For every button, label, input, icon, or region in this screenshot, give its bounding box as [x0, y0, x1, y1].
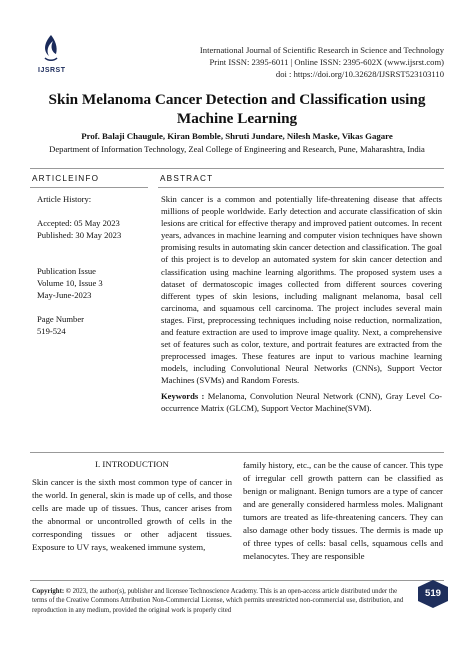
journal-issn[interactable]: Print ISSN: 2395-6011 | Online ISSN: 2395-602X (www.ijsrst.com): [209, 57, 444, 67]
journal-header: [200, 44, 444, 80]
keywords-text: Melanoma, Convolution Neural Network (CNN), Gray Level Co-occurrence Matrix (GLCM), Support Vector Machine(SVM).: [161, 390, 442, 413]
divider: [30, 580, 444, 581]
abstract-text: Skin cancer is a common and potentially life-threatening disease that affects millions of people worldwide. Early detection and accurate classification of skin lesions are critical for effective therapy and improved patient outcomes. In recent years, advances in machine learning and computer vision techniques have shown promising results in automating skin cancer detection and classification. The goal of this project is to develop an automated system for skin cancer detection and classification using machine learning algorithms. The proposed system uses a dataset of dermatoscopic images collected from different sources covering different types of skin lesions, including malignant melanoma, basal cell carcinoma, and squamous cell carcinoma. The project includes several main stages. First, preprocessing techniques including noise reduction, normalization, and feature extraction are used to improve image quality. Next, a comprehensive set of features such as color, texture, and portrait features are extracted from the preprocessed images. These features are input to various machine learning models, including Convolutional Neural Networks (CNNs), Support Vector Machines (SVMs) and Random Forests.: [161, 194, 442, 386]
volume-issue: Volume 10, Issue 3: [37, 278, 103, 288]
introduction-column-right: family history, etc., can be the cause of cancer. This type of irregular cell growth pattern can be classified as benign or malignant. Benign tumors are a type of cancer and are generally considered harmless moles. Malignant tumors are treated as life-threatening cancers. They can also damage other body tissues. The dermis is made up of three types of cells: basal cells, squamous cells and melanocytes. They are responsible: [243, 460, 443, 561]
paper-affiliation: Department of Information Technology, Zeal College of Engineering and Research, Pune, Maharashtra, India: [49, 144, 425, 154]
accepted-date: Accepted: 05 May 2023: [37, 218, 120, 228]
introduction-heading: I. INTRODUCTION: [95, 459, 169, 469]
divider: [30, 452, 444, 453]
paper-title: Skin Melanoma Cancer Detection and Classification using Machine Learning: [48, 91, 426, 127]
copyright-text: 2023, the author(s), publisher and licensee Technoscience Academy. This is an open-access article distributed under the terms of the Creative Commons Attribution Non-Commercial License, which permits unrestricted non-commercial use, distribution, and reproduction in any medium, provided the original work is properly cited: [32, 588, 404, 614]
logo-text: IJSRST: [38, 67, 66, 74]
copyright-notice: [32, 587, 412, 615]
page-number: 519: [424, 588, 441, 599]
issue-date: May-June-2023: [37, 290, 92, 300]
introduction-column-left: Skin cancer is the sixth most common type of cancer in the world. In general, skin is made up of cells, and those cells are made up of tissues. Thus, cancer arises from the abnormal or uncontrolled growth of cells in the corresponding tissues or other adjacent tissues. Exposure to UV rays, weakened immune system,: [32, 477, 232, 552]
journal-logo-icon: [36, 34, 84, 84]
publication-issue-label: Publication Issue: [37, 266, 96, 276]
paper-authors: Prof. Balaji Chaugule, Kiran Bomble, Shruti Jundare, Nilesh Maske, Vikas Gagare: [81, 131, 393, 141]
keywords: [161, 390, 442, 414]
journal-name: International Journal of Scientific Research in Science and Technology: [199, 45, 444, 55]
divider: [30, 187, 148, 188]
divider: [30, 168, 444, 169]
page-number-label: Page Number: [37, 314, 85, 324]
article-info-heading: ARTICLEINFO: [32, 174, 100, 183]
page-range: 519-524: [37, 326, 66, 336]
journal-doi[interactable]: doi : https://doi.org/10.32628/IJSRST523103110: [275, 69, 444, 79]
article-info-panel: [37, 193, 147, 337]
published-date: Published: 30 May 2023: [37, 230, 122, 240]
abstract-heading: ABSTRACT: [160, 174, 214, 183]
abstract-body: [161, 193, 442, 414]
history-label: Article History:: [37, 194, 92, 204]
divider: [158, 187, 444, 188]
keywords-label: Keywords :: [161, 390, 205, 401]
copyright-label: Copyright: ©: [32, 588, 71, 595]
